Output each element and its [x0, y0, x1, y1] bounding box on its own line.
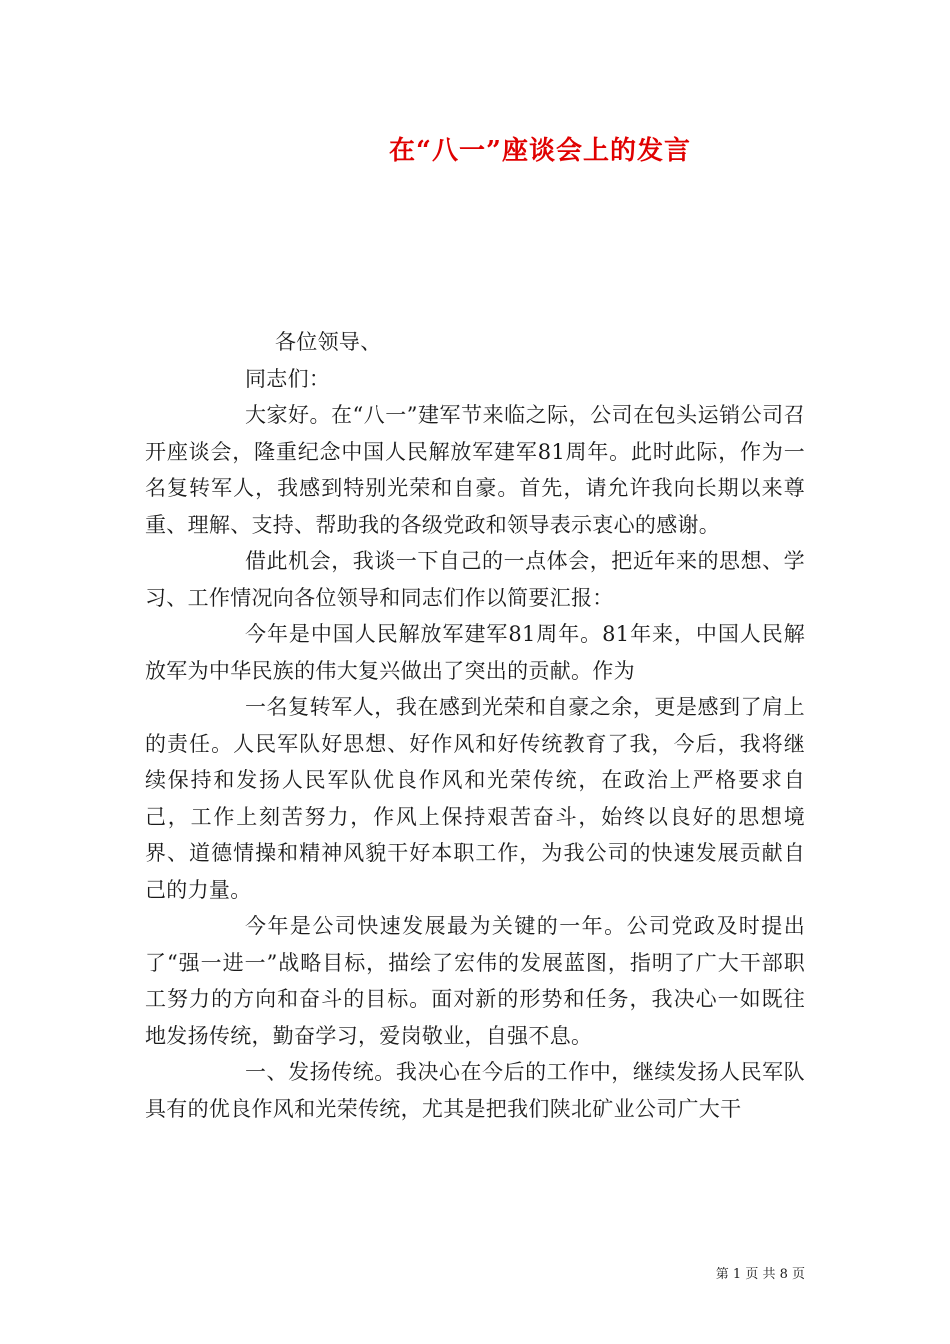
paragraph: 大家好。在“八一”建军节来临之际，公司在包头运销公司召开座谈会，隆重纪念中国人民解放军建军81周年。此时此际，作为一名复转军人，我感到特别光荣和自豪。首先，请允许我向长期以来尊重、理解、支持、帮助我的各级党政和领导表示衷心的感谢。 [145, 403, 805, 537]
paragraph: 今年是公司快速发展最为关键的一年。公司党政及时提出了“强一进一”战略目标，描绘了宏伟的发展蓝图，指明了广大干部职工努力的方向和奋斗的目标。面对新的形势和任务，我决心一如既往地发扬传统，勤奋学习，爱岗敬业，自强不息。 [145, 914, 805, 1048]
document-body [145, 324, 805, 1127]
paragraph: 今年是中国人民解放军建军81周年。81年来，中国人民解放军为中华民族的伟大复兴做出了突出的贡献。作为 [145, 622, 805, 683]
page-number: 第 1 页 共 8 页 [715, 1267, 805, 1282]
salutation-leaders: 各位领导、 [275, 330, 382, 354]
paragraph: 借此机会，我谈一下自己的一点体会，把近年来的思想、学习、工作情况向各位领导和同志们作以简要汇报： [145, 549, 805, 610]
document-title: 在“八一”座谈会上的发言 [389, 136, 691, 166]
paragraph: 一、发扬传统。我决心在今后的工作中，继续发扬人民军队具有的优良作风和光荣传统，尤其是把我们陕北矿业公司广大干 [145, 1060, 805, 1121]
paragraph: 一名复转军人，我在感到光荣和自豪之余，更是感到了肩上的责任。人民军队好思想、好作风和好传统教育了我，今后，我将继续保持和发扬人民军队优良作风和光荣传统，在政治上严格要求自己，工作上刻苦努力，作风上保持艰苦奋斗，始终以良好的思想境界、道德情操和精神风貌干好本职工作，为我公司的快速发展贡献自己的力量。 [145, 695, 805, 902]
salutation-comrades: 同志们： [245, 366, 331, 391]
